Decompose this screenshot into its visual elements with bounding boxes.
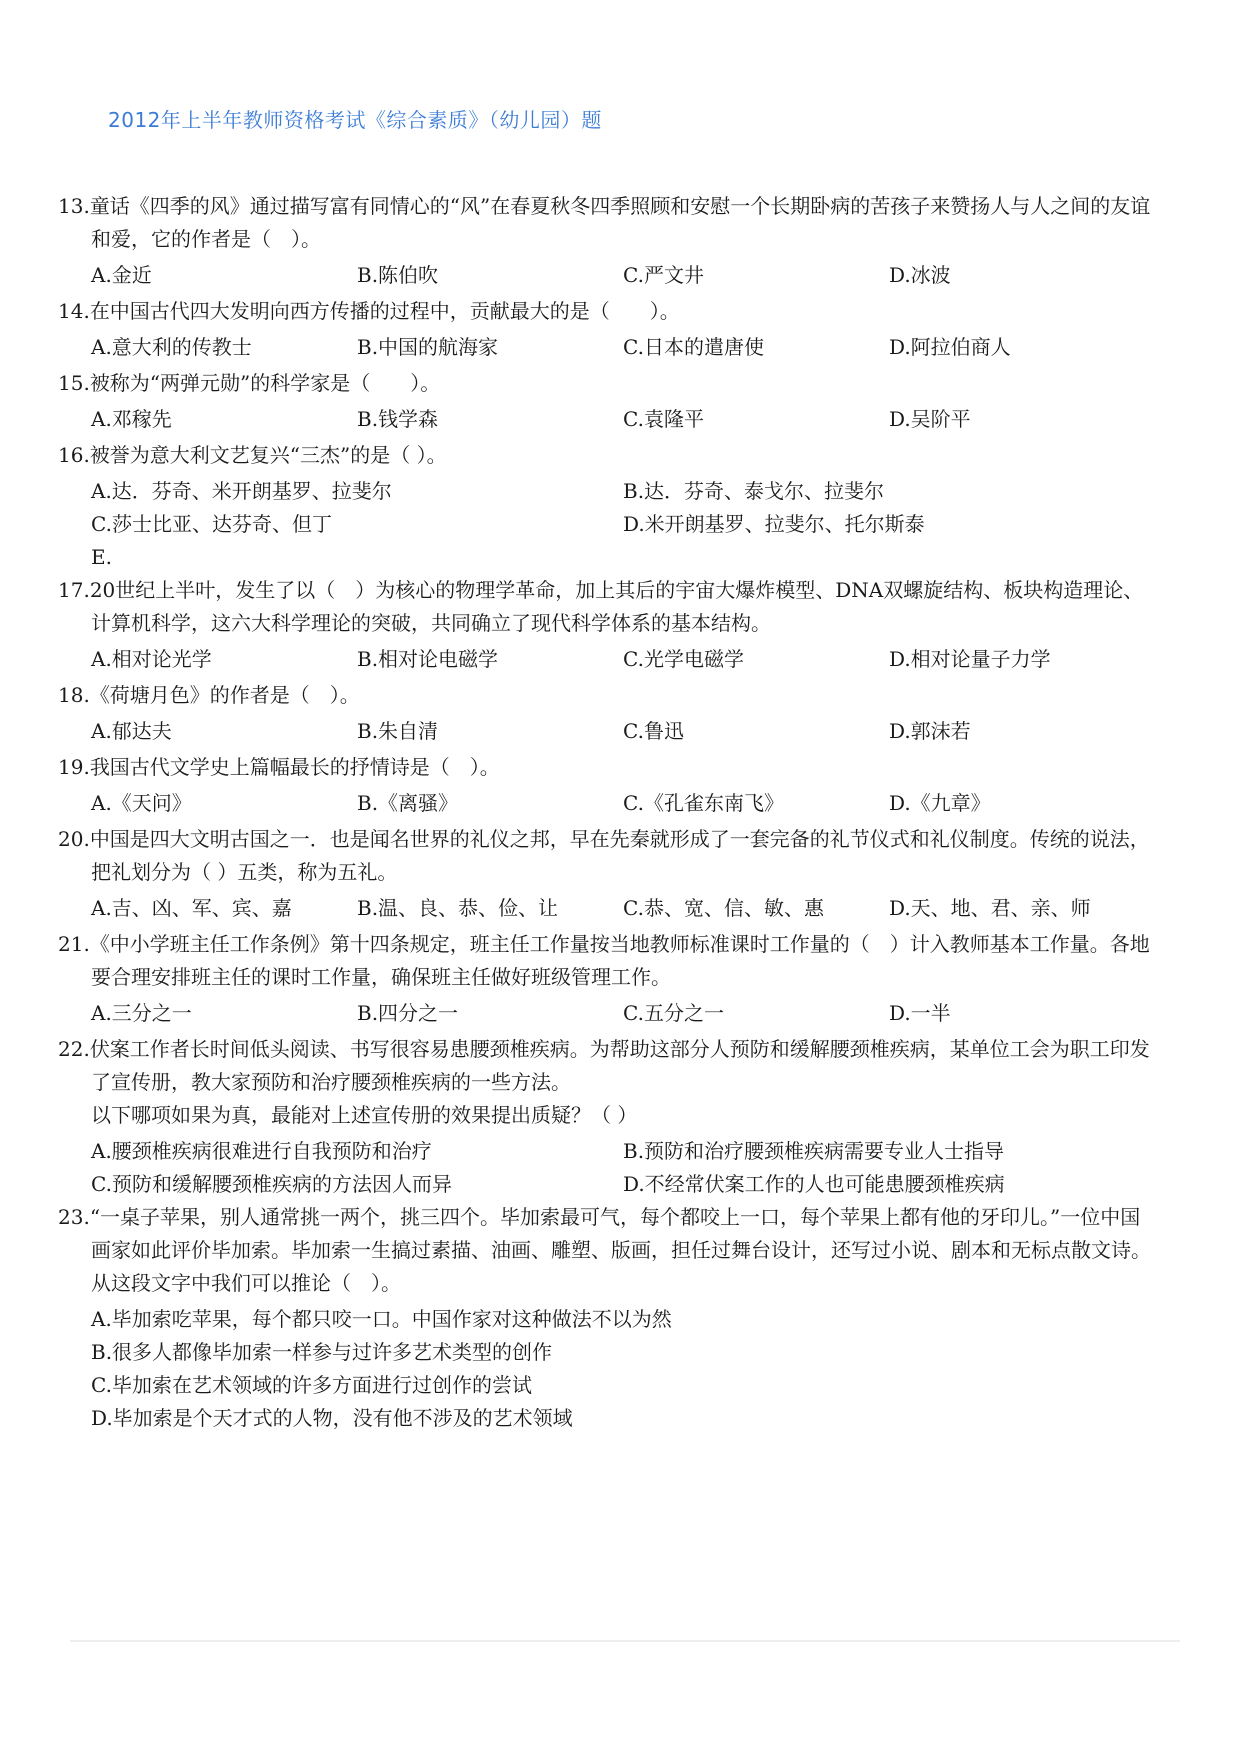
question-stem: 14.在中国古代四大发明向西方传播的过程中，贡献最大的是（ ）。	[58, 299, 680, 323]
options-row	[58, 403, 1158, 436]
option-d: D.天、地、君、亲、师	[889, 896, 1091, 920]
options-row	[58, 643, 1158, 676]
question-13	[58, 190, 1158, 292]
option-b: B.相对论电磁学	[357, 647, 499, 671]
question-stem: 22.伏案工作者长时间低头阅读、书写很容易患腰颈椎疾病。为帮助这部分人预防和缓解腰颈椎疾病，某单位工会为职工印发了宣传册，教大家预防和治疗腰颈椎疾病的一些方法。	[58, 1037, 1150, 1094]
option-b: B.钱学森	[357, 407, 439, 431]
option-d: D.一半	[889, 1001, 951, 1025]
question-22	[58, 1033, 1158, 1201]
option-a: A.邓稼先	[91, 407, 172, 431]
option-c: C.预防和缓解腰颈椎疾病的方法因人而异	[91, 1172, 452, 1196]
question-21	[58, 928, 1158, 1030]
options-row	[58, 715, 1158, 748]
question-stem: 21.《中小学班主任工作条例》第十四条规定，班主任工作量按当地教师标准课时工作量的（ ）计入教师基本工作量。各地要合理安排班主任的课时工作量，确保班主任做好班级管理工作。	[58, 932, 1150, 989]
question-16	[58, 439, 1158, 574]
option-d: D.相对论量子力学	[889, 647, 1051, 671]
question-stem: 20.中国是四大文明古国之一．也是闻名世界的礼仪之邦，早在先秦就形成了一套完备的礼节仪式和礼仪制度。传统的说法，把礼划分为（ ）五类，称为五礼。	[58, 827, 1150, 884]
options-row	[58, 997, 1158, 1030]
options-row	[58, 892, 1158, 925]
option-a: A.《天问》	[91, 791, 192, 815]
option-d: D.米开朗基罗、拉斐尔、托尔斯泰	[623, 512, 925, 536]
option-b: B.中国的航海家	[357, 335, 499, 359]
question-17	[58, 574, 1158, 676]
question-19	[58, 751, 1158, 820]
option-a: A.金近	[91, 263, 152, 287]
options-row	[58, 787, 1158, 820]
option-c: C.五分之一	[623, 1001, 724, 1025]
option-a: A.毕加索吃苹果，每个都只咬一口。中国作家对这种做法不以为然	[91, 1307, 672, 1331]
question-stem: 23.“一桌子苹果，别人通常挑一两个，挑三四个。毕加索最可气，每个都咬上一口，每个苹果上都有他的牙印儿。”一位中国画家如此评价毕加索。毕加索一生搞过素描、油画、雕塑、版画，担任过舞台设计，还写过小说、剧本和无标点散文诗。	[58, 1205, 1151, 1262]
option-c: C.严文井	[623, 263, 704, 287]
option-d: D.阿拉伯商人	[889, 335, 1011, 359]
option-b: B.温、良、恭、俭、让	[357, 896, 559, 920]
option-c: C.《孔雀东南飞》	[623, 791, 784, 815]
option-b: B.《离骚》	[357, 791, 459, 815]
option-a: A.达．芬奇、米开朗基罗、拉斐尔	[91, 479, 392, 503]
option-d: D.冰波	[889, 263, 951, 287]
page-title: 2012年上半年教师资格考试《综合素质》（幼儿园）题	[108, 108, 602, 132]
question-stem: 15.被称为“两弹元勋”的科学家是（ ）。	[58, 371, 441, 395]
option-b: B.达．芬奇、泰戈尔、拉斐尔	[623, 479, 885, 503]
question-14	[58, 295, 1158, 364]
option-c: C.莎士比亚、达芬奇、但丁	[91, 512, 332, 536]
question-15	[58, 367, 1158, 436]
question-23	[58, 1201, 1158, 1435]
option-b: B.朱自清	[357, 719, 439, 743]
option-a: A.郁达夫	[91, 719, 172, 743]
option-d: D.吴阶平	[889, 407, 971, 431]
options-grid	[58, 1135, 1158, 1201]
option-c: C.袁隆平	[623, 407, 704, 431]
option-e: E.	[91, 545, 112, 569]
option-a: A.吉、凶、军、宾、嘉	[91, 896, 292, 920]
option-d: D.不经常伏案工作的人也可能患腰颈椎疾病	[623, 1172, 1005, 1196]
option-a: A.相对论光学	[91, 647, 212, 671]
option-d: D.郭沫若	[889, 719, 971, 743]
option-c: C.鲁迅	[623, 719, 684, 743]
question-20	[58, 823, 1158, 925]
question-prompt: 以下哪项如果为真，最能对上述宣传册的效果提出质疑？（ ）	[91, 1103, 638, 1127]
question-18	[58, 679, 1158, 748]
option-d: D.毕加索是个天才式的人物，没有他不涉及的艺术领域	[91, 1406, 573, 1430]
option-c: C.恭、宽、信、敏、惠	[623, 896, 824, 920]
option-b: B.陈伯吹	[357, 263, 439, 287]
question-stem: 16.被誉为意大利文艺复兴“三杰”的是（ ）。	[58, 443, 447, 467]
option-c: C.毕加索在艺术领域的许多方面进行过创作的尝试	[91, 1373, 532, 1397]
option-a: A.腰颈椎疾病很难进行自我预防和治疗	[91, 1139, 432, 1163]
footer-divider	[70, 1640, 1180, 1642]
question-stem: 19.我国古代文学史上篇幅最长的抒情诗是（ ）。	[58, 755, 500, 779]
question-stem: 17.20世纪上半叶，发生了以（ ）为核心的物理学革命，加上其后的宇宙大爆炸模型、DNA双螺旋结构、板块构造理论、计算机科学，这六大科学理论的突破，共同确立了现代科学体系的基本结构。	[58, 578, 1144, 635]
question-list	[58, 190, 1158, 1435]
options-row	[58, 331, 1158, 364]
options-list	[58, 1303, 1158, 1435]
option-c: C.光学电磁学	[623, 647, 744, 671]
option-b: B.预防和治疗腰颈椎疾病需要专业人士指导	[623, 1139, 1005, 1163]
option-a: A.三分之一	[91, 1001, 192, 1025]
options-row	[58, 259, 1158, 292]
options-grid	[58, 475, 1158, 541]
option-b: B.四分之一	[357, 1001, 459, 1025]
option-b: B.很多人都像毕加索一样参与过许多艺术类型的创作	[91, 1340, 553, 1364]
option-c: C.日本的遣唐使	[623, 335, 764, 359]
question-prompt: 从这段文字中我们可以推论（ ）。	[91, 1271, 401, 1295]
question-stem: 13.童话《四季的风》通过描写富有同情心的“风”在春夏秋冬四季照顾和安慰一个长期卧病的苦孩子来赞扬人与人之间的友谊和爱，它的作者是（ ）。	[58, 194, 1151, 251]
option-d: D.《九章》	[889, 791, 991, 815]
option-a: A.意大利的传教士	[91, 335, 252, 359]
question-stem: 18.《荷塘月色》的作者是（ ）。	[58, 683, 360, 707]
